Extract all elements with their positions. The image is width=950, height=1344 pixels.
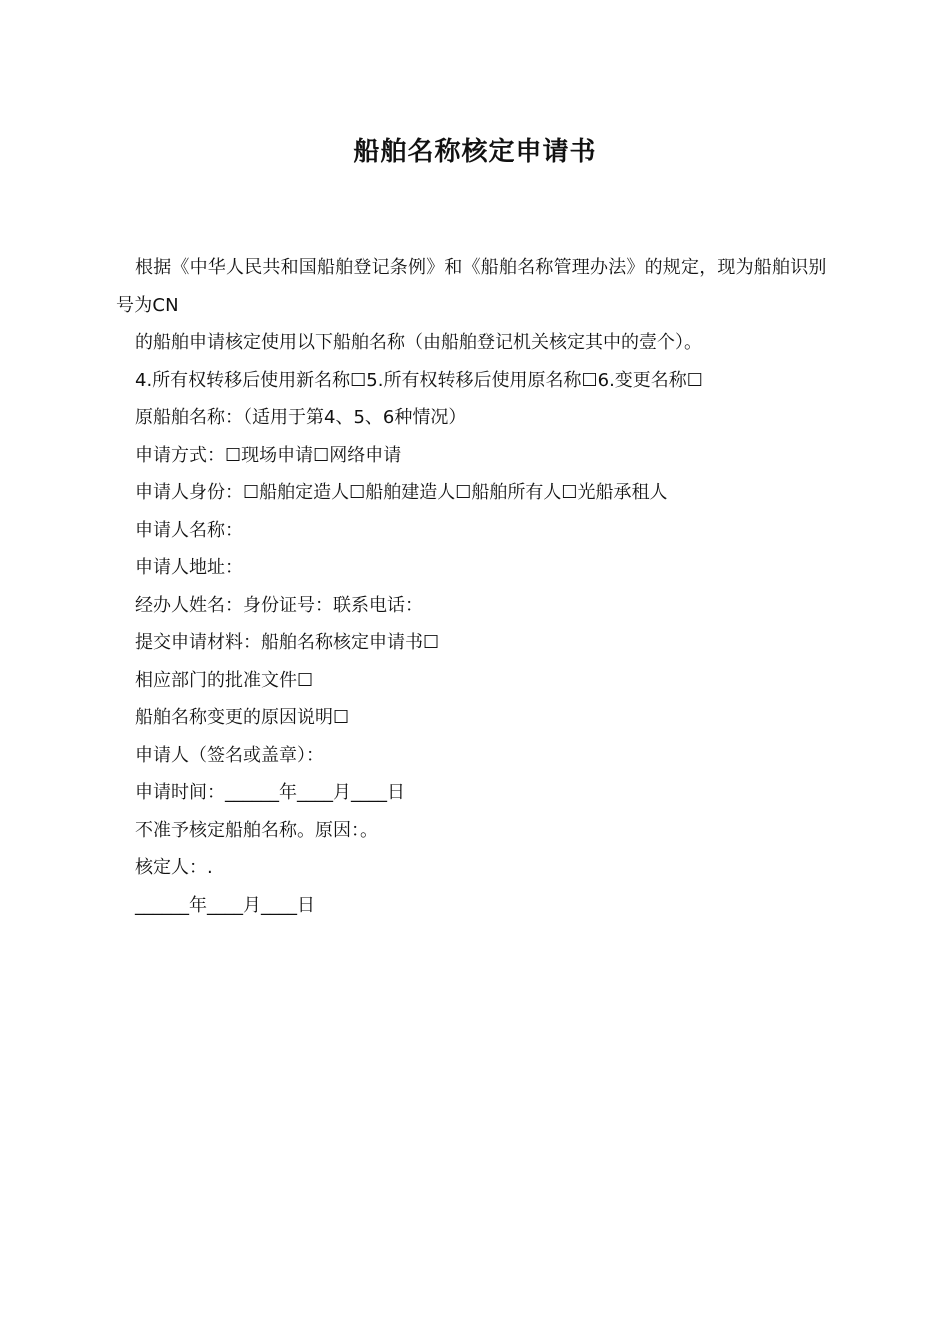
approval-date-line: ______年____月____日	[135, 894, 315, 916]
regulation-basis-paragraph: 根据《中华人民共和国船舶登记条例》和《船舶名称管理办法》的规定，现为船舶识别号为CN	[116, 257, 827, 316]
applicant-name-line: 申请人名称：	[135, 519, 243, 541]
approval-document-line: 相应部门的批准文件☐	[135, 669, 314, 691]
document-body	[116, 249, 840, 924]
submitted-materials-line: 提交申请材料：船舶名称核定申请书☐	[135, 632, 440, 653]
rejection-reason-line: 不准予核定船舶名称。原因：。	[135, 819, 378, 841]
applicant-identity-options: 申请人身份：☐船舶定造人☐船舶建造人☐船舶所有人☐光船承租人	[135, 482, 668, 503]
original-ship-name-line: 原船舶名称：（适用于第4、5、6种情况）	[135, 407, 467, 428]
approver-line: 核定人：.	[135, 857, 213, 878]
application-type-options: 4.所有权转移后使用新名称☐5.所有权转移后使用原名称☐6.变更名称☐	[135, 369, 703, 391]
applicant-signature-line: 申请人（签名或盖章）：	[135, 744, 324, 766]
application-purpose-line: 的船舶申请核定使用以下船舶名称（由船舶登记机关核定其中的壹个）。	[135, 332, 702, 353]
document-title: 船舶名称核定申请书	[353, 137, 597, 167]
application-date-line: 申请时间：______年____月____日	[135, 782, 405, 803]
agent-info-line: 经办人姓名：身份证号：联系电话：	[135, 594, 423, 616]
name-change-reason-line: 船舶名称变更的原因说明☐	[135, 707, 350, 728]
application-method-options: 申请方式：☐现场申请☐网络申请	[135, 444, 402, 466]
applicant-address-line: 申请人地址：	[135, 557, 243, 578]
